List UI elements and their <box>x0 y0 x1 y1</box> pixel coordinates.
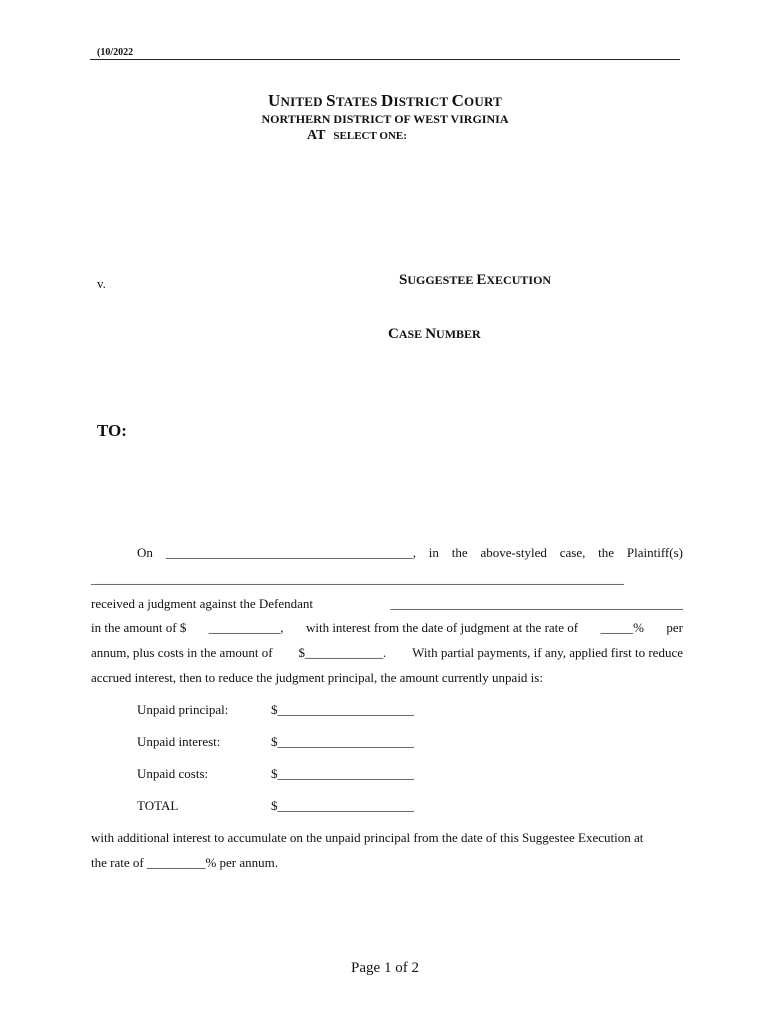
to-label: TO: <box>97 421 127 440</box>
form-revision: (10/2022 <box>97 47 134 58</box>
unpaid-costs-label: Unpaid costs: <box>137 766 209 781</box>
plaintiff-name-field[interactable]: __________________________________________________________________________________ <box>91 571 624 586</box>
total-label: TOTAL <box>137 798 179 813</box>
court-district: NORTHERN DISTRICT OF WEST VIRGINIA <box>261 112 509 126</box>
header-rule <box>90 59 680 60</box>
interest-rate-field[interactable]: _____% <box>600 620 644 635</box>
body-line-3: received a judgment against the Defendant _____________________________________________ <box>91 596 683 611</box>
unpaid-principal-label: Unpaid principal: <box>137 702 229 717</box>
case-number-label: CASE NUMBER <box>388 326 481 342</box>
versus-label: v. <box>97 276 106 291</box>
unpaid-interest-label: Unpaid interest: <box>137 734 221 749</box>
select-location-field[interactable]: SELECT ONE: <box>333 130 407 142</box>
judgment-date-field[interactable]: ______________________________________, <box>165 545 416 560</box>
court-title-word: DISTRICT <box>380 91 452 110</box>
additional-interest-rate-line[interactable]: the rate of _________% per annum. <box>91 855 279 870</box>
body-line-4: in the amount of $ ___________, with interest from the date of judgment at the rate of _____% per <box>91 620 683 635</box>
total-field[interactable]: $_____________________ <box>271 798 414 813</box>
page-number: Page 1 of 2 <box>351 960 419 976</box>
court-title-word: STATES <box>326 91 381 110</box>
unpaid-principal-field[interactable]: $_____________________ <box>271 702 414 717</box>
body-line-5: annum, plus costs in the amount of $____________. With partial payments, if any, applied first to reduce <box>91 645 683 660</box>
unpaid-costs-field[interactable]: $_____________________ <box>271 766 414 781</box>
costs-amount-field[interactable]: $____________. <box>298 645 387 660</box>
court-title <box>0 91 770 111</box>
body-line-1: On ______________________________________, in the above-styled case, the Plaintiff(s) <box>137 545 683 560</box>
document-title: SUGGESTEE EXECUTION <box>399 272 552 288</box>
court-location-line <box>307 128 407 144</box>
unpaid-interest-field[interactable]: $_____________________ <box>271 734 414 749</box>
court-title-word: UNITED <box>268 91 327 110</box>
judgment-amount-field[interactable]: ___________, <box>208 620 284 635</box>
defendant-name-field[interactable]: _____________________________________________ <box>390 596 683 611</box>
body-line-6: accrued interest, then to reduce the judgment principal, the amount currently unpaid is: <box>91 670 543 685</box>
body-line-7: with additional interest to accumulate on the unpaid principal from the date of this Suggestee Execution at <box>91 830 644 845</box>
court-title-word: COURT <box>451 91 502 110</box>
at-label: AT <box>307 128 326 143</box>
